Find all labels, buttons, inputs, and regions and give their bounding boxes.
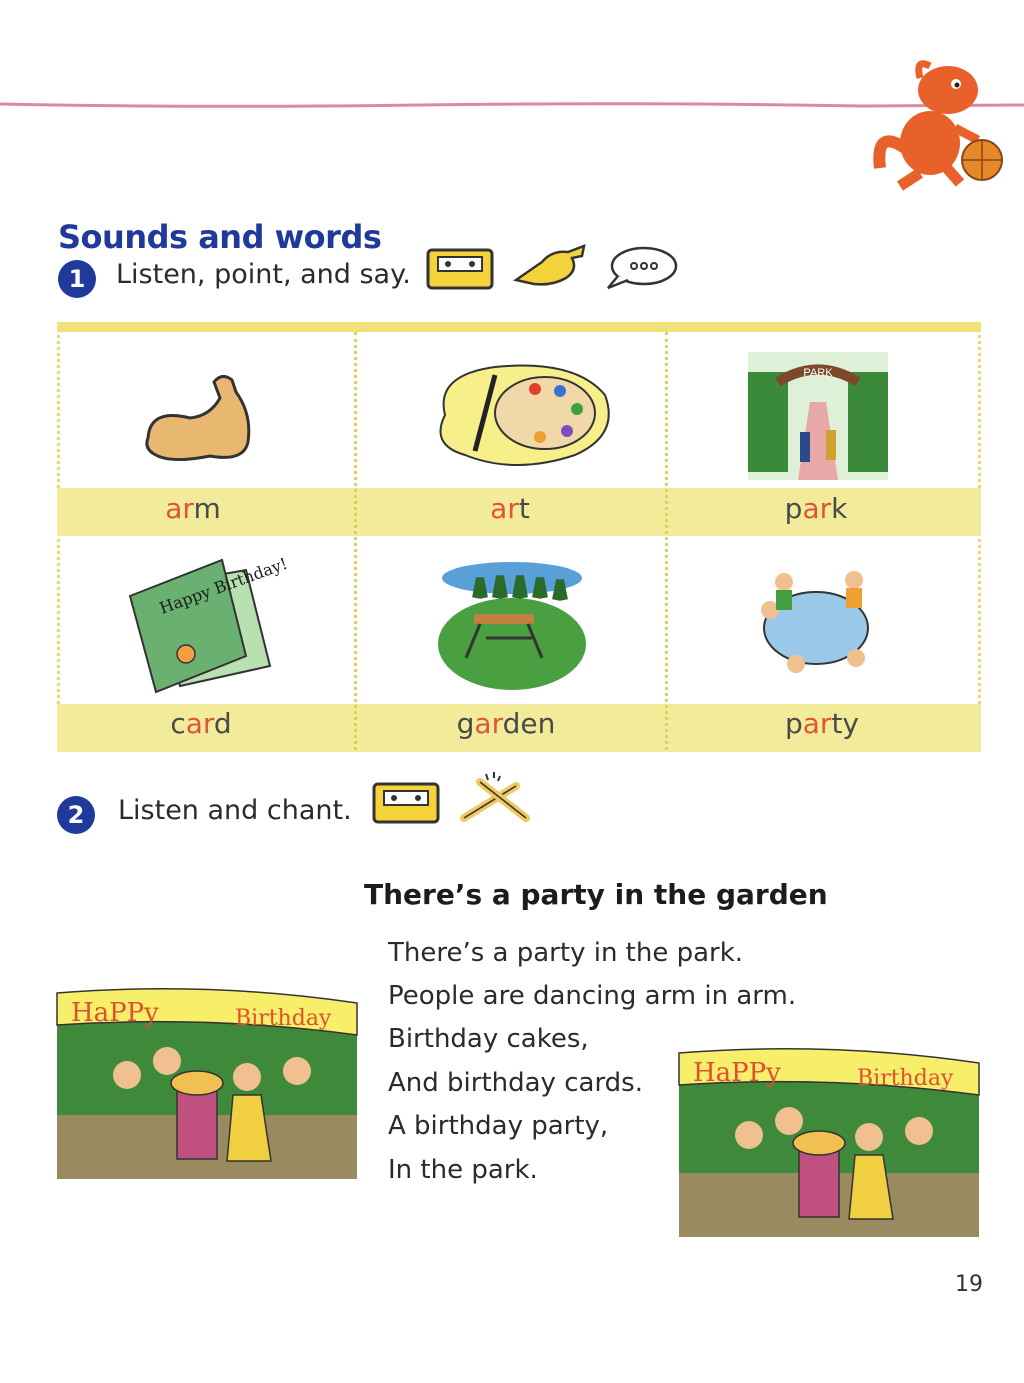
arm-picture (140, 368, 260, 468)
art-palette-picture (425, 355, 620, 475)
birthday-party-illustration-left (57, 985, 357, 1179)
word-arm: arm (165, 492, 221, 525)
chant-line: There’s a party in the park. (388, 938, 744, 968)
garden-picture (436, 558, 588, 694)
grid-top-bar (57, 322, 981, 332)
chant-sticks-icon (456, 772, 532, 824)
chant-line: People are dancing arm in arm. (388, 981, 797, 1011)
word-park: park (784, 492, 848, 525)
banner-birthday-text: Birthday (235, 1006, 332, 1031)
word-card: card (170, 707, 232, 740)
card-picture (126, 553, 290, 696)
park-picture (748, 352, 888, 480)
party-picture (756, 558, 876, 688)
park-sign-text: PARK (803, 367, 833, 379)
activity-number-badge: 1 (58, 260, 96, 298)
chant-line: In the park. (388, 1155, 538, 1185)
banner-happy-text: HaPPy (71, 998, 159, 1028)
dragon-mascot-icon (860, 48, 1010, 198)
chant-title: There’s a party in the garden (364, 878, 828, 911)
pointing-hand-icon (512, 240, 588, 288)
word-art: art (490, 492, 530, 525)
cassette-icon (372, 782, 440, 824)
chant-line: Birthday cakes, (388, 1024, 589, 1054)
column-divider (354, 332, 357, 750)
column-divider (665, 332, 668, 750)
activity-number-badge: 2 (57, 796, 95, 834)
activity-instruction: Listen, point, and say. (116, 259, 411, 290)
chant-line: And birthday cards. (388, 1068, 643, 1098)
section-title: Sounds and words (58, 218, 382, 256)
card-text: Happy Birthday! (156, 553, 290, 618)
activity-instruction: Listen and chant. (118, 795, 352, 826)
page-number: 19 (955, 1272, 983, 1297)
cassette-icon (426, 248, 494, 290)
banner-happy-text: HaPPy (693, 1058, 781, 1088)
word-party: party (784, 707, 859, 740)
speech-bubble-icon (604, 244, 680, 290)
chant-line: A birthday party, (388, 1111, 609, 1141)
word-garden: garden (456, 707, 556, 740)
birthday-party-illustration-right (679, 1045, 979, 1237)
banner-birthday-text: Birthday (857, 1066, 954, 1091)
